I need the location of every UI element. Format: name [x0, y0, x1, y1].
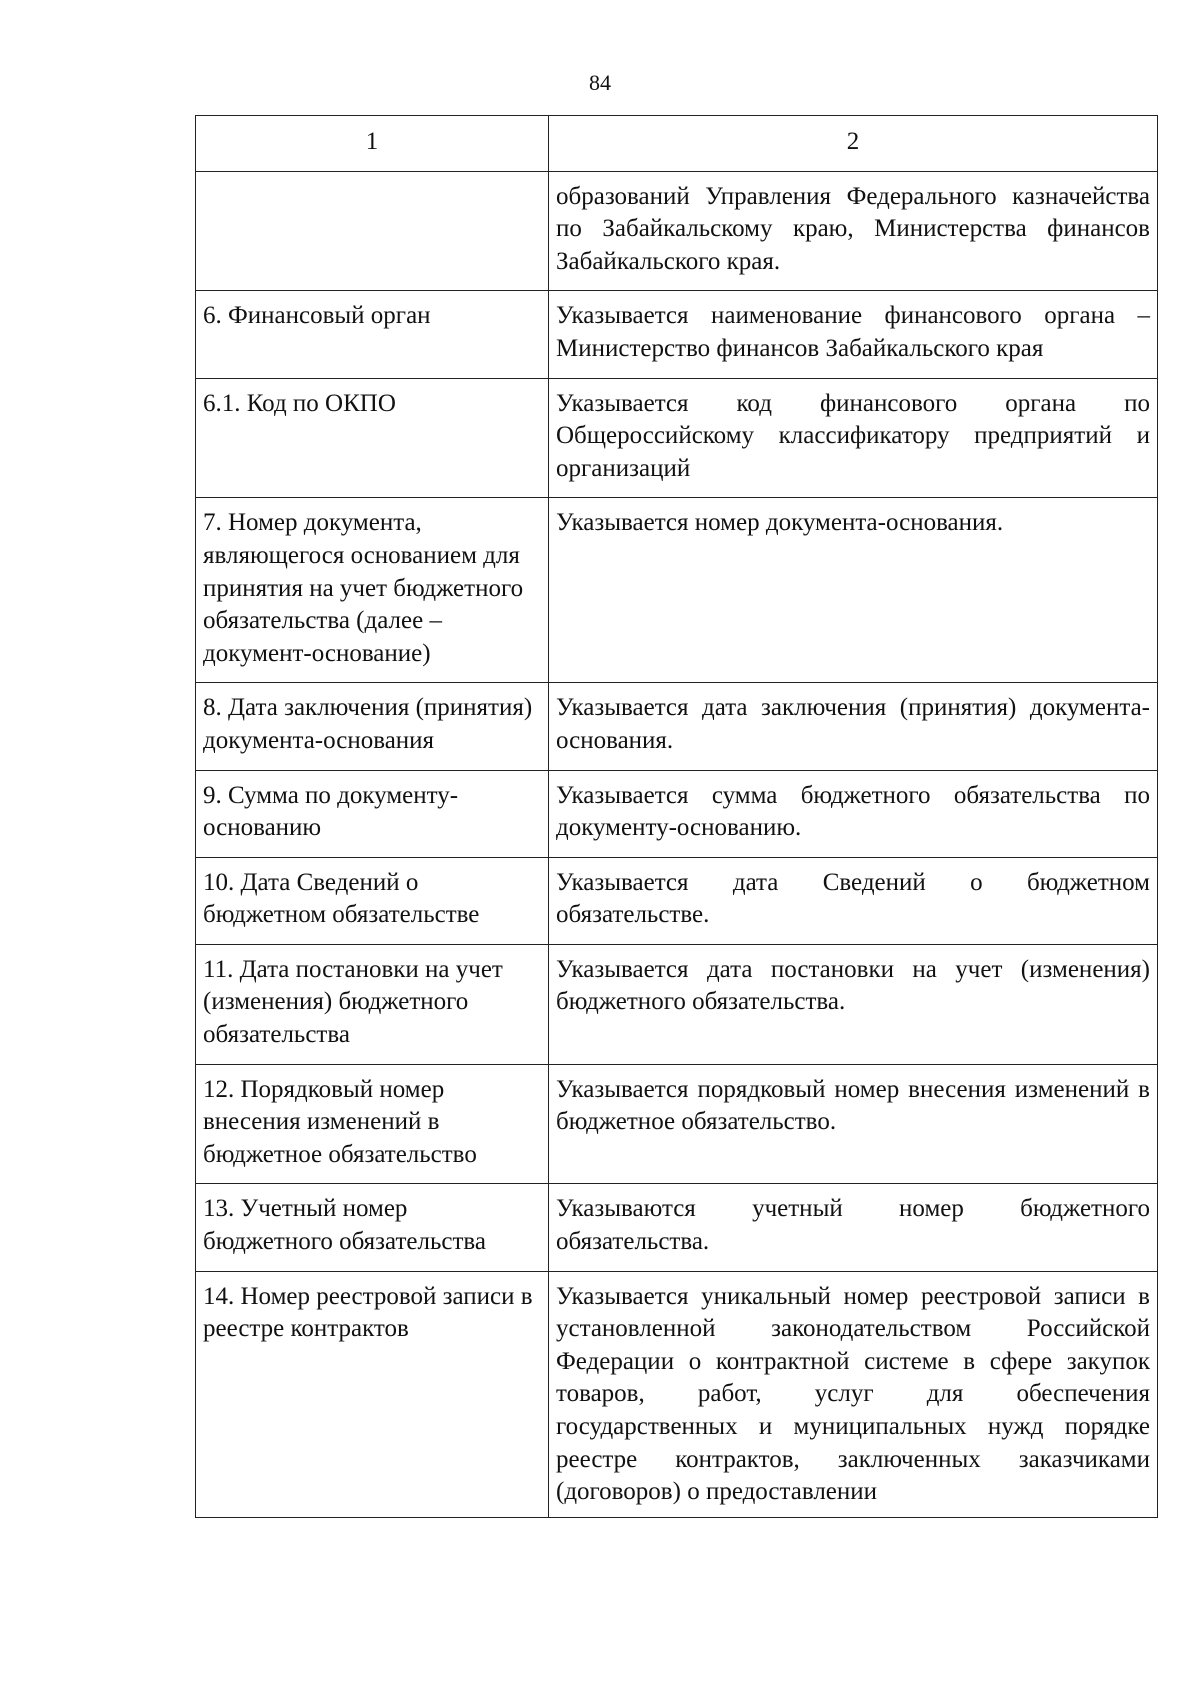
- field-name-cell: 9. Сумма по документу-основанию: [196, 770, 549, 857]
- field-description-cell: Указывается код финансового органа по Общероссийскому классификатору предприятий и организаций: [549, 378, 1158, 498]
- field-name-cell: 12. Порядковый номер внесения изменений в бюджетное обязательство: [196, 1064, 549, 1184]
- column-header-2: 2: [549, 116, 1158, 172]
- page-number: 84: [589, 70, 611, 95]
- field-name-cell: 11. Дата постановки на учет (изменения) бюджетного обязательства: [196, 944, 549, 1064]
- table-row: [196, 770, 1158, 857]
- table-row: [196, 857, 1158, 944]
- table-row: [196, 171, 1158, 291]
- table-row: [196, 944, 1158, 1064]
- table-row: [196, 683, 1158, 770]
- field-name-cell: 7. Номер документа, являющегося основанием для принятия на учет бюджетного обязательства (далее – документ-основание): [196, 498, 549, 683]
- table-header-row: [196, 116, 1158, 172]
- field-description-cell: образований Управления Федерального казначейства по Забайкальскому краю, Министерства финансов Забайкальского края.: [549, 171, 1158, 291]
- field-description-cell: Указывается номер документа-основания.: [549, 498, 1158, 683]
- field-name-cell: 14. Номер реестровой записи в реестре контрактов: [196, 1271, 549, 1517]
- table-row: [196, 1271, 1158, 1517]
- field-description-cell: Указывается сумма бюджетного обязательства по документу-основанию.: [549, 770, 1158, 857]
- field-description-cell: Указывается дата Сведений о бюджетном обязательстве.: [549, 857, 1158, 944]
- field-description-cell: Указывается порядковый номер внесения изменений в бюджетное обязательство.: [549, 1064, 1158, 1184]
- table-row: [196, 291, 1158, 378]
- field-name-cell: 8. Дата заключения (принятия) документа-основания: [196, 683, 549, 770]
- field-description-cell: Указывается дата постановки на учет (изменения) бюджетного обязательства.: [549, 944, 1158, 1064]
- table-row: [196, 378, 1158, 498]
- table-row: [196, 498, 1158, 683]
- table-row: [196, 1184, 1158, 1271]
- field-name-cell: 10. Дата Сведений о бюджетном обязательстве: [196, 857, 549, 944]
- field-description-cell: Указываются учетный номер бюджетного обязательства.: [549, 1184, 1158, 1271]
- field-name-cell: 13. Учетный номер бюджетного обязательства: [196, 1184, 549, 1271]
- column-header-1: 1: [196, 116, 549, 172]
- field-description-cell: Указывается наименование финансового органа – Министерство финансов Забайкальского края: [549, 291, 1158, 378]
- field-name-cell: [196, 171, 549, 291]
- requisites-table: [195, 115, 1158, 1518]
- field-name-cell: 6.1. Код по ОКПО: [196, 378, 549, 498]
- table-row: [196, 1064, 1158, 1184]
- field-description-cell: Указывается уникальный номер реестровой записи в установленной законодательством Российской Федерации о контрактной системе в сфере закупок товаров, работ, услуг для обеспечения государственных и муниципальных нужд порядке реестре контрактов, заключенных заказчиками (договоров) о предоставлении: [549, 1271, 1158, 1517]
- field-description-cell: Указывается дата заключения (принятия) документа-основания.: [549, 683, 1158, 770]
- field-name-cell: 6. Финансовый орган: [196, 291, 549, 378]
